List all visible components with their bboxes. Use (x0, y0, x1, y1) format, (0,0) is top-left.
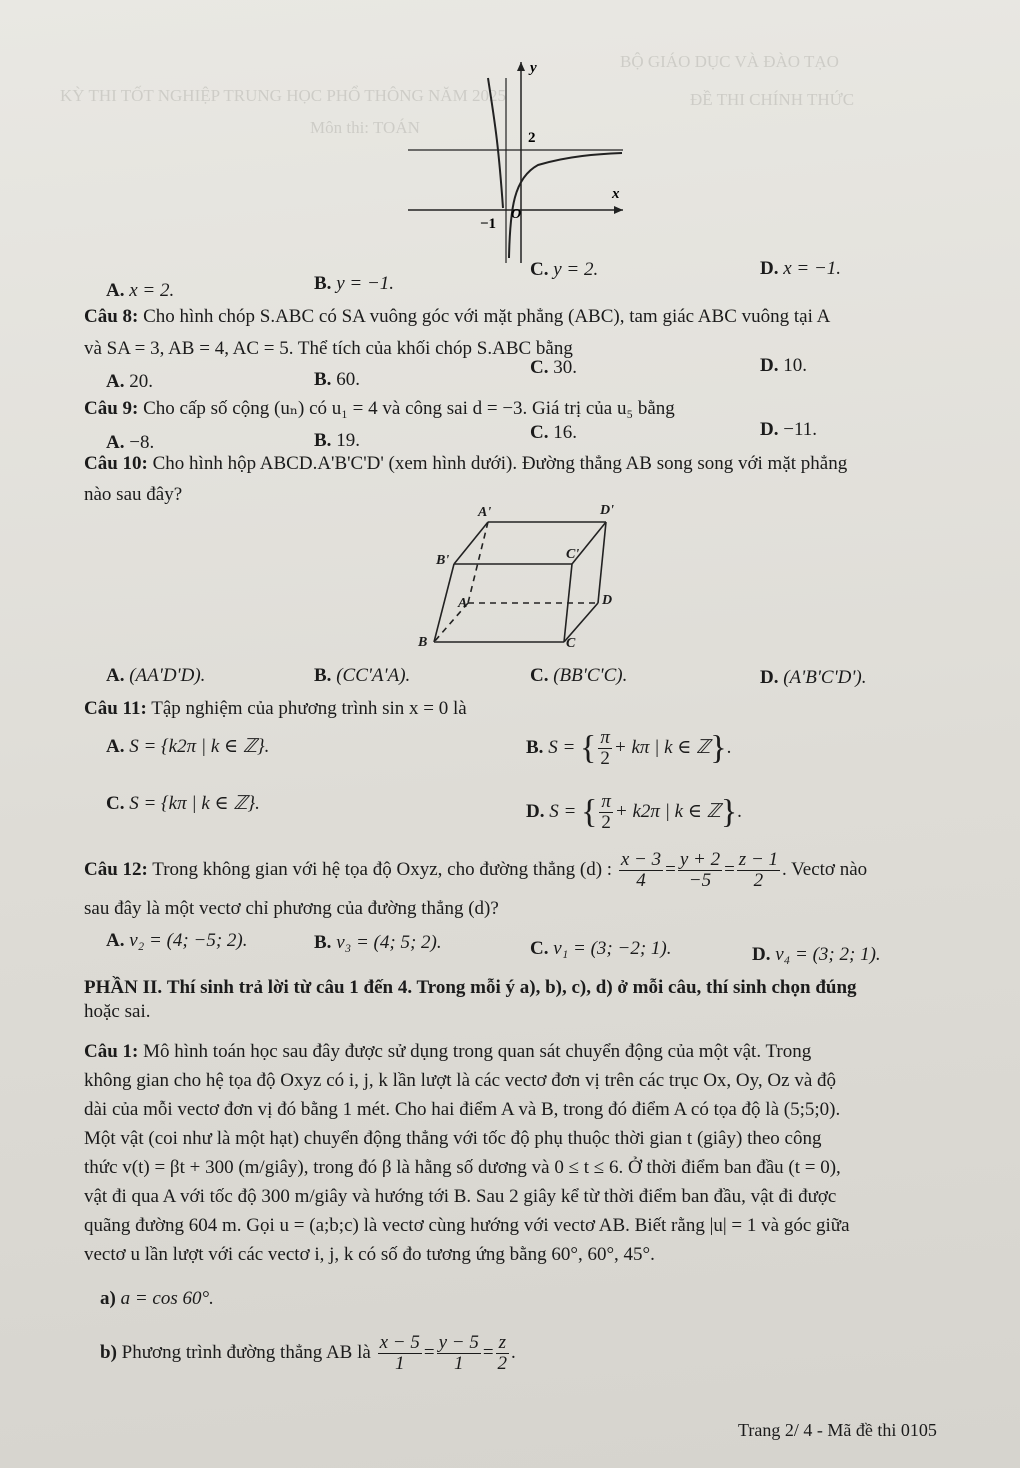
q12-option-d: D. v₄ = (3; 2; 1). (752, 944, 881, 965)
p2q1-line7: quãng đường 604 m. Gọi u = (a;b;c) là vectơ cùng hướng với vectơ AB. Biết rằng |u| = 1 và góc giữa (84, 1215, 850, 1236)
p2q1-line5: thức v(t) = βt + 300 (m/giây), trong đó β là hằng số dương và 0 ≤ t ≤ 6. Ở thời điểm ban đầu (t = 0), (84, 1157, 841, 1178)
p2q1-item-a: a) a = cos 60°. (100, 1288, 214, 1309)
q9-option-b: B. 19. (314, 430, 360, 451)
tick-label-y: 2 (528, 130, 536, 146)
q12-option-a: A. v₂ = (4; −5; 2). (106, 930, 248, 951)
q8-option-b: B. 60. (314, 369, 360, 390)
q8-option-c: C. 30. (530, 357, 577, 378)
ghost-header-c: ĐỀ THI CHÍNH THỨC (690, 90, 855, 109)
p2q1-line4: Một vật (coi như là một hạt) chuyển động thẳng với tốc độ phụ thuộc thời gian t (giây) theo công (84, 1128, 822, 1149)
q10-option-b: B. (CC'A'A). (314, 665, 411, 686)
q7-option-c: C. y = 2. (530, 259, 599, 280)
page-footer: Trang 2/ 4 - Mã đề thi 0105 (738, 1420, 937, 1440)
q10-option-c: C. (BB'C'C). (530, 665, 628, 686)
q7-option-b: B. y = −1. (314, 273, 395, 294)
ghost-header-a: KỲ THI TỐT NGHIỆP TRUNG HỌC PHỔ THÔNG NĂM 2025 (60, 86, 506, 105)
p2q1-line3: dài của mỗi vectơ đơn vị đó bằng 1 mét. Cho hai điểm A và B, trong đó điểm A có tọa độ là (5;5;0). (84, 1099, 841, 1120)
q7-option-d: D. x = −1. (760, 258, 842, 279)
p2q1-line1: Câu 1: Mô hình toán học sau đây được sử dụng trong quan sát chuyển động của một vật. Trong (84, 1041, 812, 1062)
vertex-label-b: B (418, 635, 428, 650)
q8-option-a: A. 20. (106, 371, 153, 392)
part2-heading-line1: PHẦN II. Thí sinh trả lời từ câu 1 đến 4. Trong mỗi ý a), b), c), d) ở mỗi câu, thí sinh chọn đúng (84, 977, 857, 998)
q11-stem: Câu 11: Tập nghiệm của phương trình sin x = 0 là (84, 698, 467, 719)
vertex-label-a: A (458, 596, 468, 611)
curve-left-branch (488, 78, 503, 208)
q8-stem-line1: Câu 8: Cho hình chóp S.ABC có SA vuông góc với mặt phẳng (ABC), tam giác ABC vuông tại A (84, 306, 831, 327)
q7-option-a: A. x = 2. (106, 280, 175, 301)
origin-label: O (511, 207, 522, 222)
vertex-label-d: D (602, 593, 613, 608)
q12-stem-line1: Câu 12: Trong không gian với hệ tọa độ Oxyz, cho đường thẳng (d) : $\frac{x - 3}{4}$ = $\frac{y + 2}{-5}$ = $\frac{z - 1}{2}$ . Vectơ nào (84, 849, 868, 891)
ghost-header-b: BỘ GIÁO DỤC VÀ ĐÀO TẠO (620, 52, 839, 71)
ghost-header-d: Môn thi: TOÁN (310, 118, 420, 137)
curve-right-branch (509, 153, 622, 258)
q12-option-b: B. v₃ = (4; 5; 2). (314, 932, 442, 953)
q8-option-d: D. 10. (760, 355, 807, 376)
vertex-label-a1: A' (478, 505, 492, 520)
function-graph (408, 58, 628, 263)
q10-option-d: D. (A'B'C'D'). (760, 667, 867, 688)
p2q1-line6: vật đi qua A với tốc độ 300 m/giây và hướng tới B. Sau 2 giây kể từ thời điểm ban đầu, vật đi được (84, 1186, 837, 1207)
vertex-label-c1: C' (566, 547, 580, 562)
q8-stem-line2: và SA = 3, AB = 4, AC = 5. Thể tích của khối chóp S.ABC bằng (84, 338, 573, 359)
q10-stem-line2: nào sau đây? (84, 484, 183, 505)
q9-option-a: A. −8. (106, 432, 155, 453)
y-axis-label: y (530, 60, 537, 76)
q10-stem-line1: Câu 10: Cho hình hộp ABCD.A'B'C'D' (xem hình dưới). Đường thẳng AB song song với mặt phẳng (84, 453, 848, 474)
p2q1-line2: không gian cho hệ tọa độ Oxyz có i, j, k lần lượt là các vectơ đơn vị trên các trục Ox, Oy, Oz và độ (84, 1070, 837, 1091)
tick-label-x: −1 (480, 216, 497, 232)
vertex-label-d1: D' (600, 503, 614, 518)
vertex-label-b1: B' (436, 553, 450, 568)
q11-option-c: C. S = {kπ | k ∈ ℤ}. (106, 793, 260, 814)
q9-stem: Câu 9: Cho cấp số cộng (uₙ) có u₁ = 4 và công sai d = −3. Giá trị của u₅ bằng (84, 398, 675, 419)
p2q1-item-b: b) Phương trình đường thẳng AB là $\frac{x - 5}{1}$ = $\frac{y - 5}{1}$ = $\frac{z}{2}$ . (100, 1332, 516, 1374)
q11-option-d: D. S = { $\frac{\pi}{2}$ + k2π | k ∈ ℤ}. (526, 791, 742, 833)
q12-option-c: C. v₁ = (3; −2; 1). (530, 938, 672, 959)
q12-stem-line2: sau đây là một vectơ chỉ phương của đường thẳng (d)? (84, 898, 499, 919)
part2-heading-line2: hoặc sai. (84, 1001, 151, 1022)
p2q1-line8: vectơ u lần lượt với các vectơ i, j, k có số đo tương ứng bằng 60°, 60°, 45°. (84, 1244, 655, 1265)
q11-option-b: B. S = { $\frac{\pi}{2}$ + kπ | k ∈ ℤ}. (526, 727, 732, 769)
vertex-label-c: C (566, 636, 576, 651)
q10-option-a: A. (AA'D'D). (106, 665, 206, 686)
q9-option-c: C. 16. (530, 422, 577, 443)
x-axis-label: x (612, 186, 620, 202)
parallelepiped-figure (410, 500, 640, 660)
q9-option-d: D. −11. (760, 419, 817, 440)
q11-option-a: A. S = {k2π | k ∈ ℤ}. (106, 736, 270, 757)
